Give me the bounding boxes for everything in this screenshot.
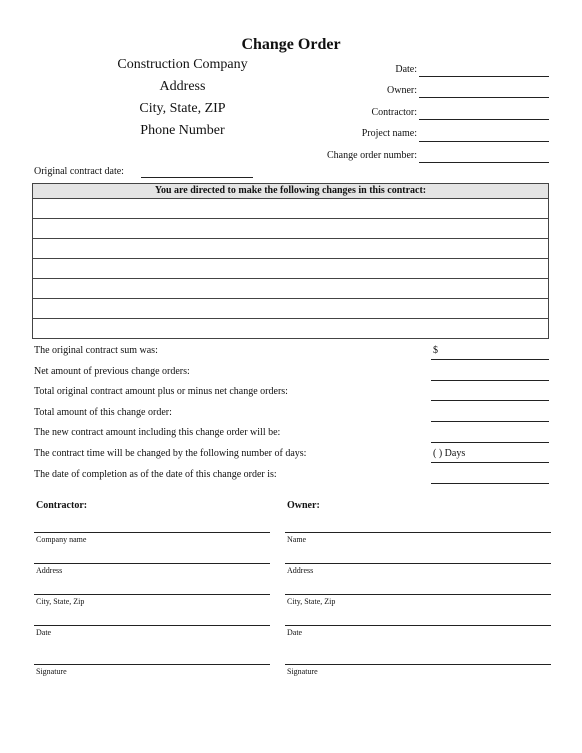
project-name-label: Project name: [361,128,417,139]
contractor-date-label: Date [36,628,52,637]
dollar-sign: $ [433,345,438,356]
days-text: ( ) Days [433,448,466,459]
total-original-label: Total original contract amount plus or minus net change orders: [34,386,288,397]
project-name-field[interactable] [419,141,549,142]
net-previous-field[interactable] [431,380,549,381]
original-sum-field[interactable] [431,359,549,360]
total-this-order-field[interactable] [431,421,549,422]
date-label: Date: [395,64,417,75]
original-contract-date-field[interactable] [141,177,253,178]
changes-table-header: You are directed to make the following changes in this contract: [32,183,549,199]
company-name: Construction Company [117,57,248,72]
table-row[interactable] [33,299,548,319]
contractor-signature-field[interactable] [34,664,270,665]
owner-city-field[interactable] [285,594,551,595]
page-title: Change Order [241,36,341,53]
owner-city-label: City, State, Zip [287,597,336,606]
original-sum-label: The original contract sum was: [34,345,158,356]
owner-signature-field[interactable] [285,664,551,665]
time-change-label: The contract time will be changed by the following number of days: [34,448,307,459]
original-contract-date-label: Original contract date: [34,166,124,177]
company-phone: Phone Number [140,123,225,138]
owner-date-label: Date [287,628,303,637]
contractor-field[interactable] [419,119,549,120]
owner-name-field[interactable] [285,532,551,533]
contractor-date-field[interactable] [34,625,270,626]
contractor-signature-label: Signature [36,667,67,676]
contractor-heading: Contractor: [36,500,88,511]
owner-field[interactable] [419,97,549,98]
time-change-field[interactable] [431,462,549,463]
table-row[interactable] [33,279,548,299]
owner-date-field[interactable] [285,625,551,626]
total-original-field[interactable] [431,400,549,401]
table-row[interactable] [33,239,548,259]
completion-date-label: The date of completion as of the date of this change order is: [34,469,277,480]
owner-address-label: Address [287,566,314,575]
contractor-label: Contractor: [371,107,417,118]
owner-label: Owner: [387,85,417,96]
contractor-address-field[interactable] [34,563,270,564]
owner-signature-label: Signature [287,667,318,676]
changes-table [32,199,549,339]
table-row[interactable] [33,259,548,279]
contractor-company-name-label: Company name [36,535,87,544]
table-row[interactable] [33,319,548,339]
contractor-address-label: Address [36,566,63,575]
owner-heading: Owner: [287,500,320,511]
owner-name-label: Name [287,535,307,544]
date-field[interactable] [419,76,549,77]
contractor-city-field[interactable] [34,594,270,595]
contractor-city-label: City, State, Zip [36,597,85,606]
change-order-number-label: Change order number: [327,150,417,161]
company-city-state-zip: City, State, ZIP [139,101,226,116]
new-contract-amount-field[interactable] [431,442,549,443]
owner-address-field[interactable] [285,563,551,564]
total-this-order-label: Total amount of this change order: [34,407,172,418]
contractor-company-name-field[interactable] [34,532,270,533]
completion-date-field[interactable] [431,483,549,484]
new-contract-amount-label: The new contract amount including this change order will be: [34,427,281,438]
table-row[interactable] [33,219,548,239]
net-previous-label: Net amount of previous change orders: [34,366,190,377]
change-order-number-field[interactable] [419,162,549,163]
company-address: Address [159,79,206,94]
table-row[interactable] [33,199,548,219]
